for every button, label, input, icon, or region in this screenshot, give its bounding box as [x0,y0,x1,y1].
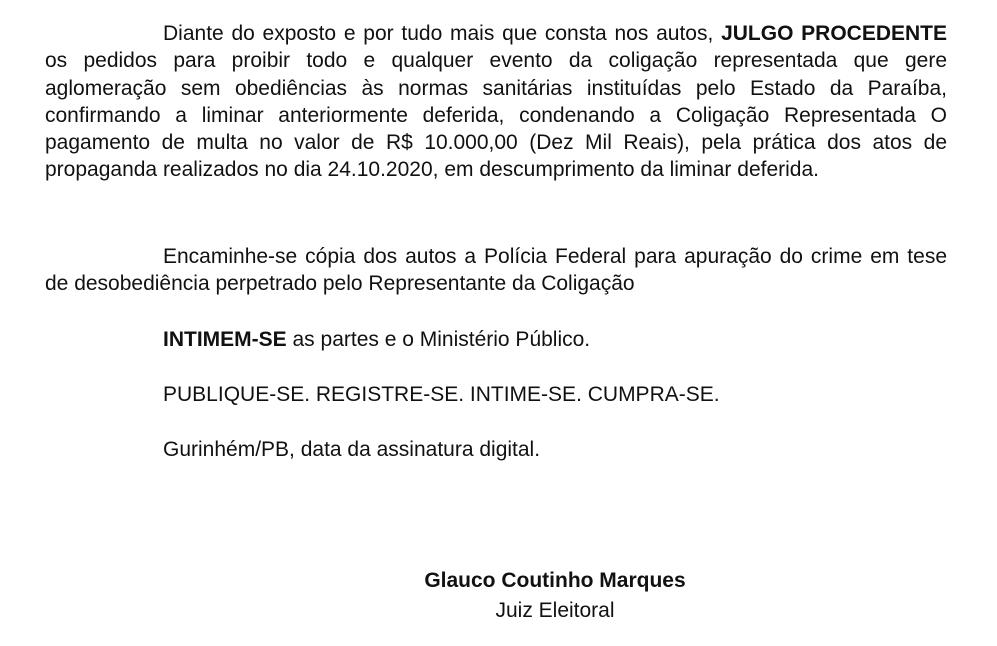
intimation-rest: as partes e o Ministério Público. [286,328,591,351]
forwarding-paragraph: Encaminhe-se cópia dos autos a Polícia Federal para apuração do crime em tese de desobediência perpetrado pelo Representante da Coligação [45,245,947,296]
signatory-name: Glauco Coutinho Marques [424,569,686,592]
decision-intro: Diante do exposto e por tudo mais que consta nos autos, [163,22,722,45]
verdict-bold: JULGO PROCEDENTE [721,22,948,45]
place-date-line: Gurinhém/PB, data da assinatura digital. [163,438,541,461]
intimation-bold: INTIMEM-SE [163,328,287,351]
decision-body: os pedidos para proibir todo e qualquer evento da coligação representada que gere aglomeração sem obediências às normas sanitárias instituídas pelo Estado da Paraíba, confirmando a liminar anteriormente deferida, condenando a Coligação Representada O pagamento de multa no valor de R$ 10.000,00 (Dez Mil Reais), pela prática dos atos de propaganda realizados no dia 24.10.2020, em descumprimento da liminar deferida. [45,49,947,182]
signatory-role: Juiz Eleitoral [495,599,615,622]
intimation-line [163,326,590,353]
decision-paragraph [45,20,947,184]
publication-line: PUBLIQUE-SE. REGISTRE-SE. INTIME-SE. CUMPRA-SE. [163,383,720,406]
